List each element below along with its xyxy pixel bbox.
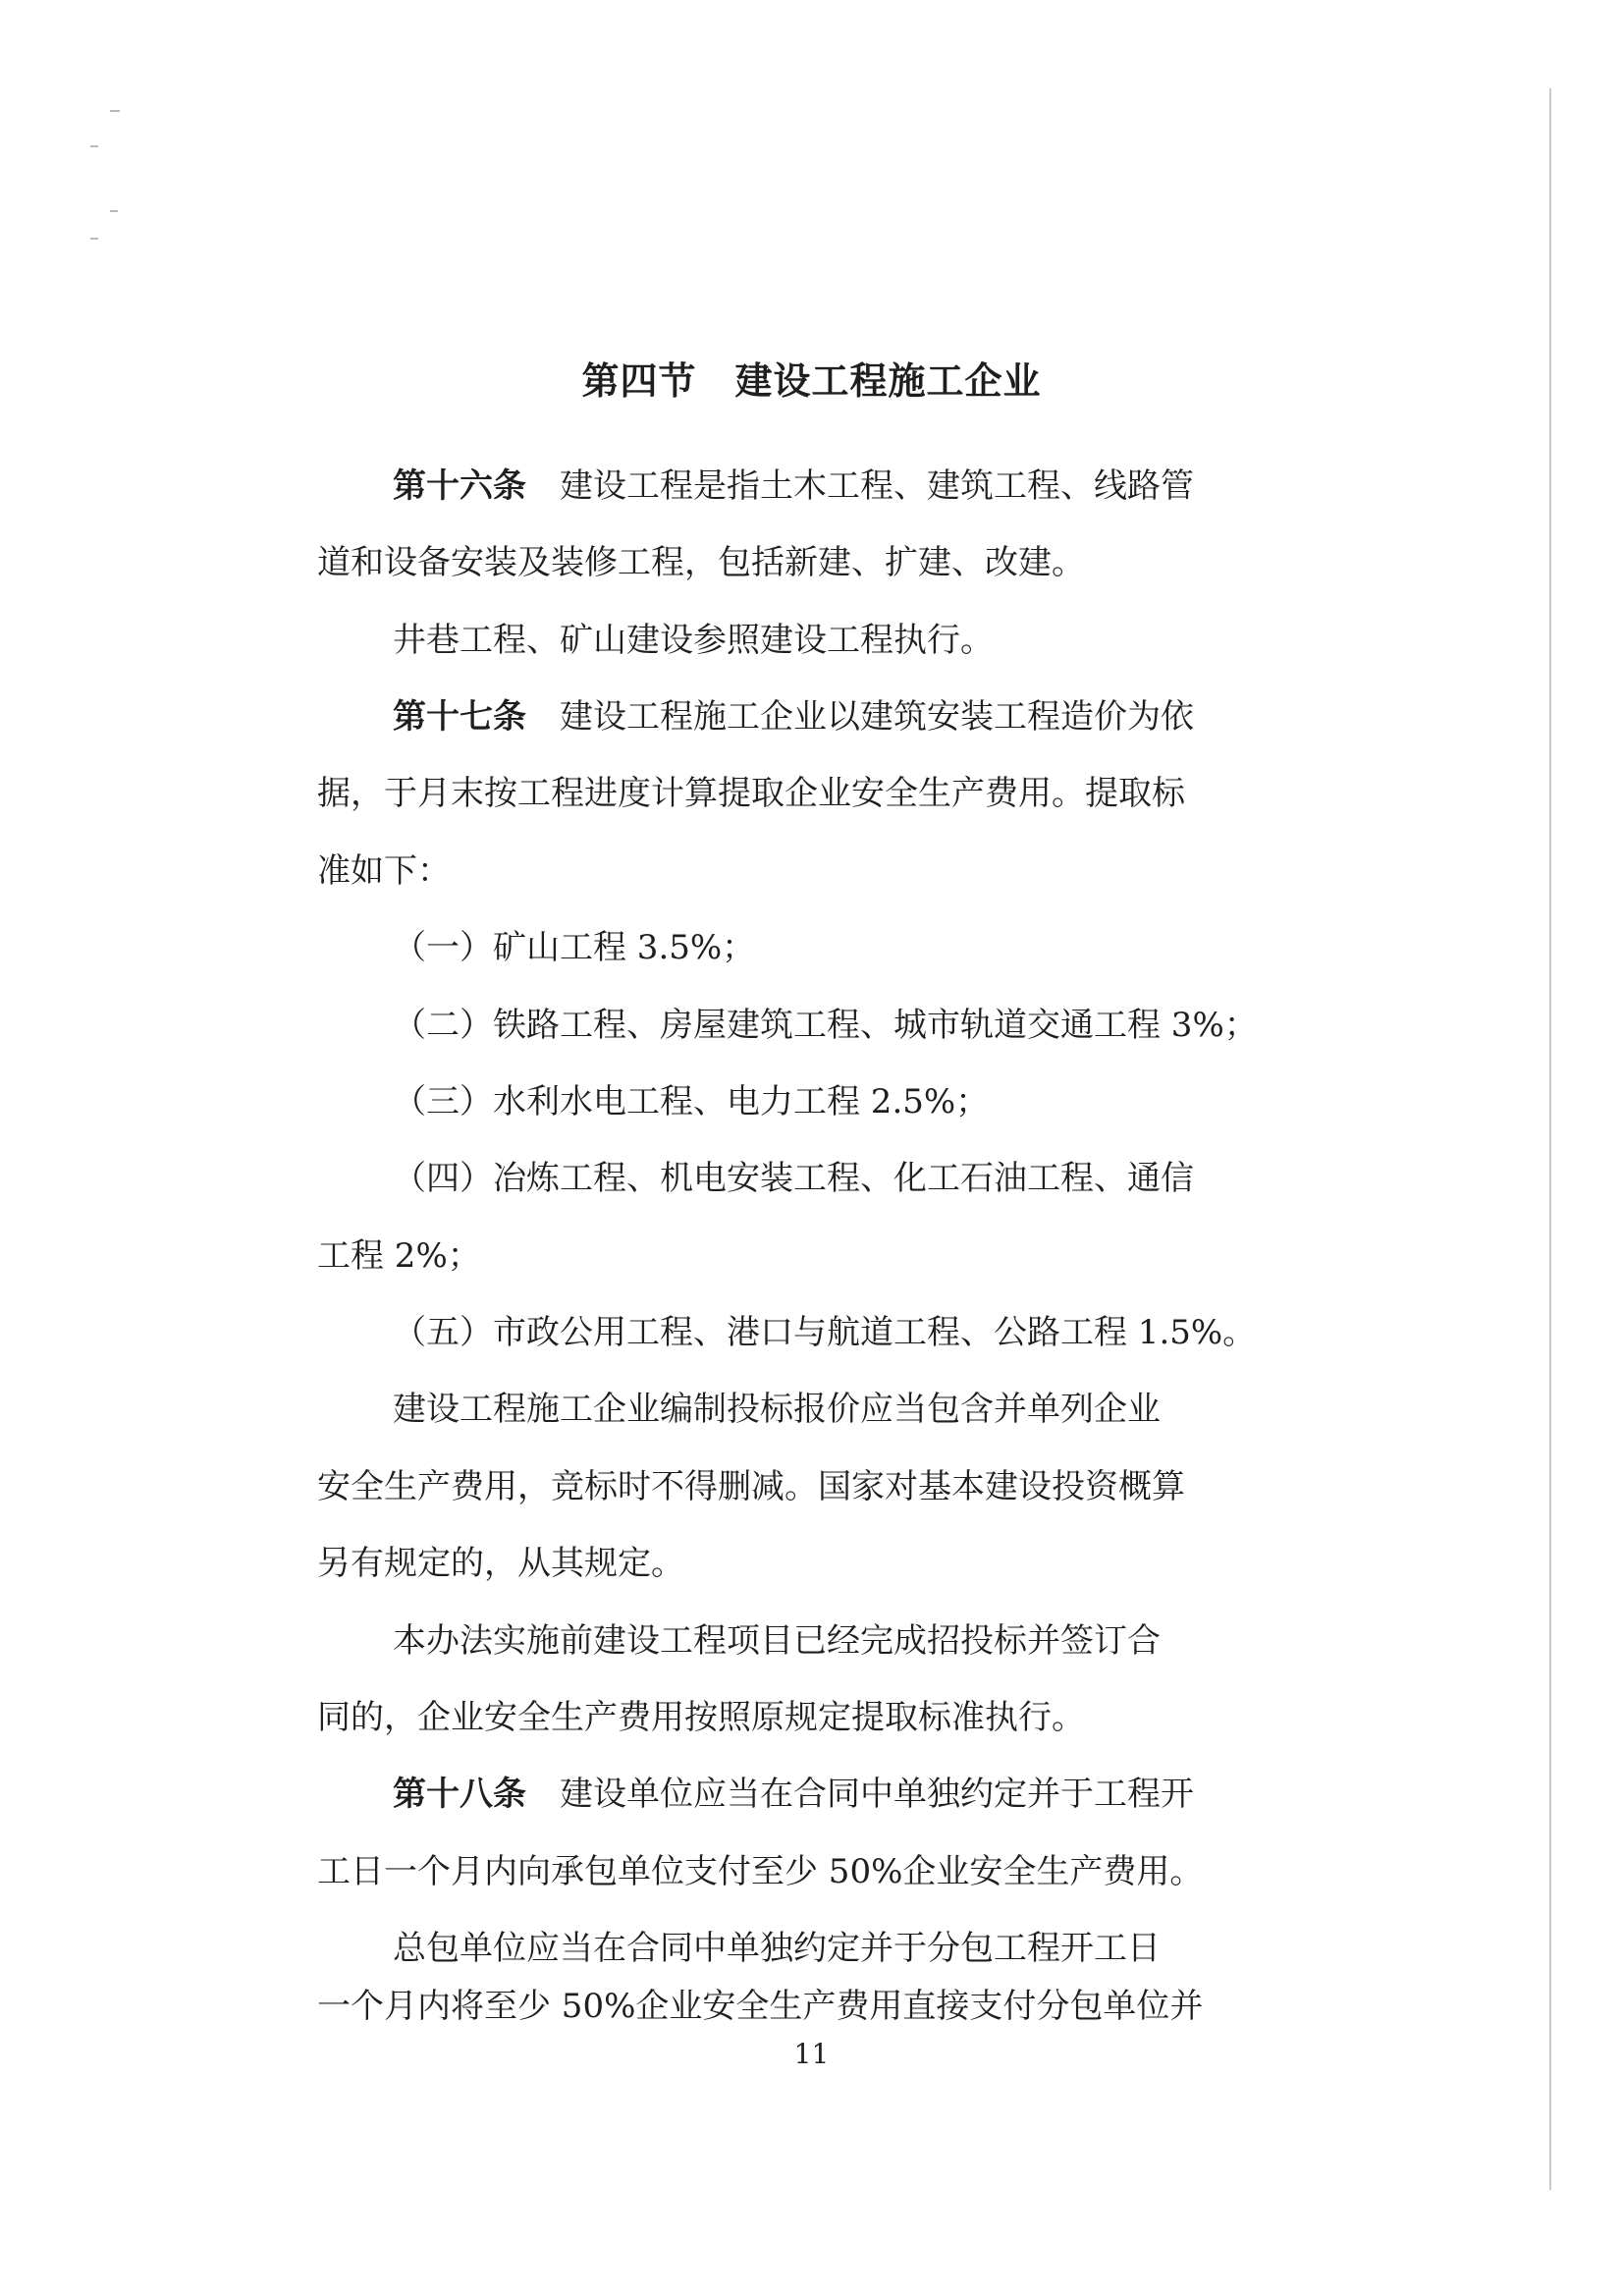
rate-item-4-line-2: 工程 2%； <box>317 1236 481 1276</box>
article-17-para-2-line-1: 本办法实施前建设工程项目已经完成招投标并签订合 <box>393 1621 1161 1661</box>
article-18-line-3: 总包单位应当在合同中单独约定并于分包工程开工日 <box>393 1929 1161 1968</box>
rate-item-4-line-1: （四）冶炼工程、机电安装工程、化工石油工程、通信 <box>393 1159 1194 1198</box>
article-17-text: 建设工程施工企业以建筑安装工程造价为依 <box>560 697 1194 737</box>
article-18-line-1 <box>393 1770 1194 1819</box>
rate-item-5: （五）市政公用工程、港口与航道工程、公路工程 1.5%。 <box>393 1313 1257 1352</box>
article-17-line-3: 准如下： <box>317 851 451 891</box>
article-17-line-2: 据，于月末按工程进度计算提取企业安全生产费用。提取标 <box>317 774 1185 813</box>
article-16-line-1 <box>393 462 1194 511</box>
article-18-text: 建设单位应当在合同中单独约定并于工程开 <box>560 1775 1194 1814</box>
article-17-para-1-line-2: 安全生产费用，竞标时不得删减。国家对基本建设投资概算 <box>317 1467 1185 1506</box>
scan-mark <box>110 210 118 212</box>
page-number: 11 <box>793 2038 830 2070</box>
rate-item-3: （三）水利水电工程、电力工程 2.5%； <box>393 1082 990 1121</box>
article-17-para-1-line-1: 建设工程施工企业编制投标报价应当包含并单列企业 <box>393 1390 1161 1429</box>
article-17-label: 第十七条 <box>393 697 526 737</box>
scan-mark <box>110 110 120 112</box>
rate-item-2: （二）铁路工程、房屋建筑工程、城市轨道交通工程 3%； <box>393 1006 1258 1045</box>
article-17-para-1-line-3: 另有规定的，从其规定。 <box>317 1544 684 1583</box>
article-16-text: 建设工程是指土木工程、建筑工程、线路管 <box>560 466 1194 506</box>
rate-item-1: （一）矿山工程 3.5%； <box>393 928 756 967</box>
article-16-label: 第十六条 <box>393 466 526 506</box>
scan-mark <box>90 238 98 240</box>
article-17-para-2-line-2: 同的，企业安全生产费用按照原规定提取标准执行。 <box>317 1698 1085 1737</box>
article-17-line-1 <box>393 692 1194 741</box>
article-18-label: 第十八条 <box>393 1775 526 1814</box>
scan-mark <box>90 145 98 147</box>
article-18-line-4: 一个月内将至少 50%企业安全生产费用直接支付分包单位并 <box>317 1987 1204 2026</box>
section-heading: 第四节 建设工程施工企业 <box>581 359 1042 403</box>
article-16-line-2: 道和设备安装及装修工程，包括新建、扩建、改建。 <box>317 543 1085 582</box>
article-18-line-2: 工日一个月内向承包单位支付至少 50%企业安全生产费用。 <box>317 1852 1204 1891</box>
article-16-line-3: 井巷工程、矿山建设参照建设工程执行。 <box>393 621 994 660</box>
